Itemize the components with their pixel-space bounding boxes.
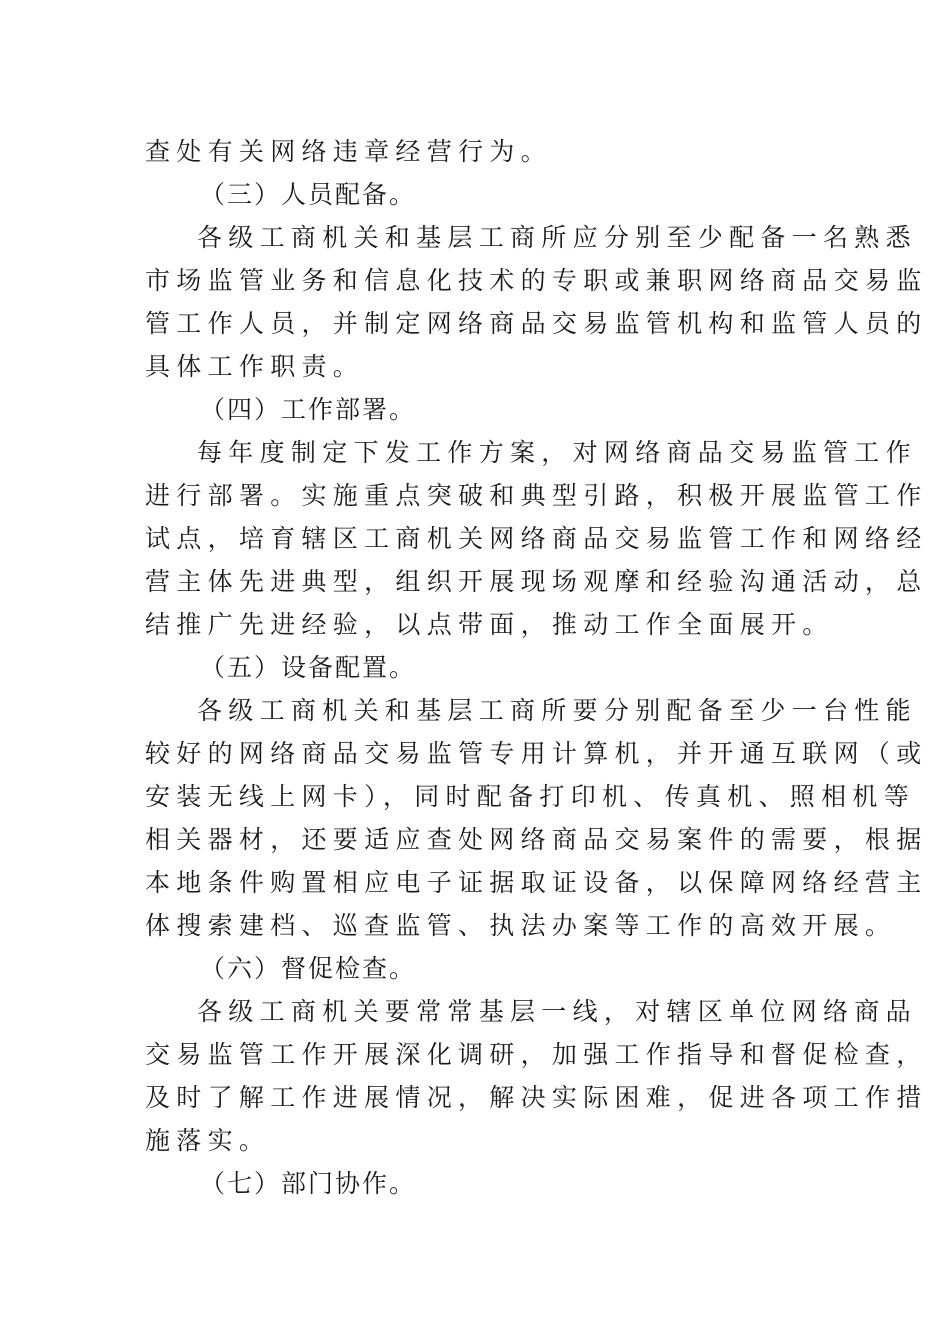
text-line: 市场监管业务和信息化技术的专职或兼职网络商品交易监 <box>145 266 928 295</box>
paragraph-first-line: 每年度制定下发工作方案，对网络商品交易监管工作 <box>197 438 917 467</box>
text-line: 体搜索建档、巡查监管、执法办案等工作的高效开展。 <box>145 911 897 940</box>
section-heading: （六）督促检查。 <box>200 954 417 983</box>
section-heading: （三）人员配备。 <box>200 180 417 209</box>
text-line: 管工作人员，并制定网络商品交易监管机构和监管人员的 <box>145 309 928 338</box>
paragraph-first-line: 各级工商机关和基层工商所应分别至少配备一名熟悉 <box>197 223 917 252</box>
section-heading: （四）工作部署。 <box>200 395 417 424</box>
text-line: 安装无线上网卡），同时配备打印机、传真机、照相机等 <box>145 782 916 811</box>
text-line: 及时了解工作进展情况，解决实际困难，促进各项工作措 <box>145 1083 928 1112</box>
text-line: 查处有关网络违章经营行为。 <box>145 137 552 166</box>
text-line: 进行部署。实施重点突破和典型引路，积极开展监管工作 <box>145 481 928 510</box>
text-line: 本地条件购置相应电子证据取证设备，以保障网络经营主 <box>145 868 928 897</box>
text-line: 营主体先进典型，组织开展现场观摩和经验沟通活动，总 <box>145 567 928 596</box>
section-heading: （五）设备配置。 <box>200 653 417 682</box>
text-line: 具体工作职责。 <box>145 352 365 381</box>
text-line: 交易监管工作开展深化调研，加强工作指导和督促检查， <box>145 1040 928 1069</box>
text-line: 相关器材，还要适应查处网络商品交易案件的需要，根据 <box>145 825 928 854</box>
paragraph-first-line: 各级工商机关要常常基层一线，对辖区单位网络商品 <box>197 997 917 1026</box>
text-line: 施落实。 <box>145 1126 271 1155</box>
text-line: 试点，培育辖区工商机关网络商品交易监管工作和网络经 <box>145 524 928 553</box>
text-line: 结推广先进经验，以点带面，推动工作全面展开。 <box>145 610 834 639</box>
text-line: 较好的网络商品交易监管专用计算机，并开通互联网（或 <box>145 739 928 768</box>
section-heading: （七）部门协作。 <box>200 1169 417 1198</box>
paragraph-first-line: 各级工商机关和基层工商所要分别配备至少一台性能 <box>197 696 917 725</box>
